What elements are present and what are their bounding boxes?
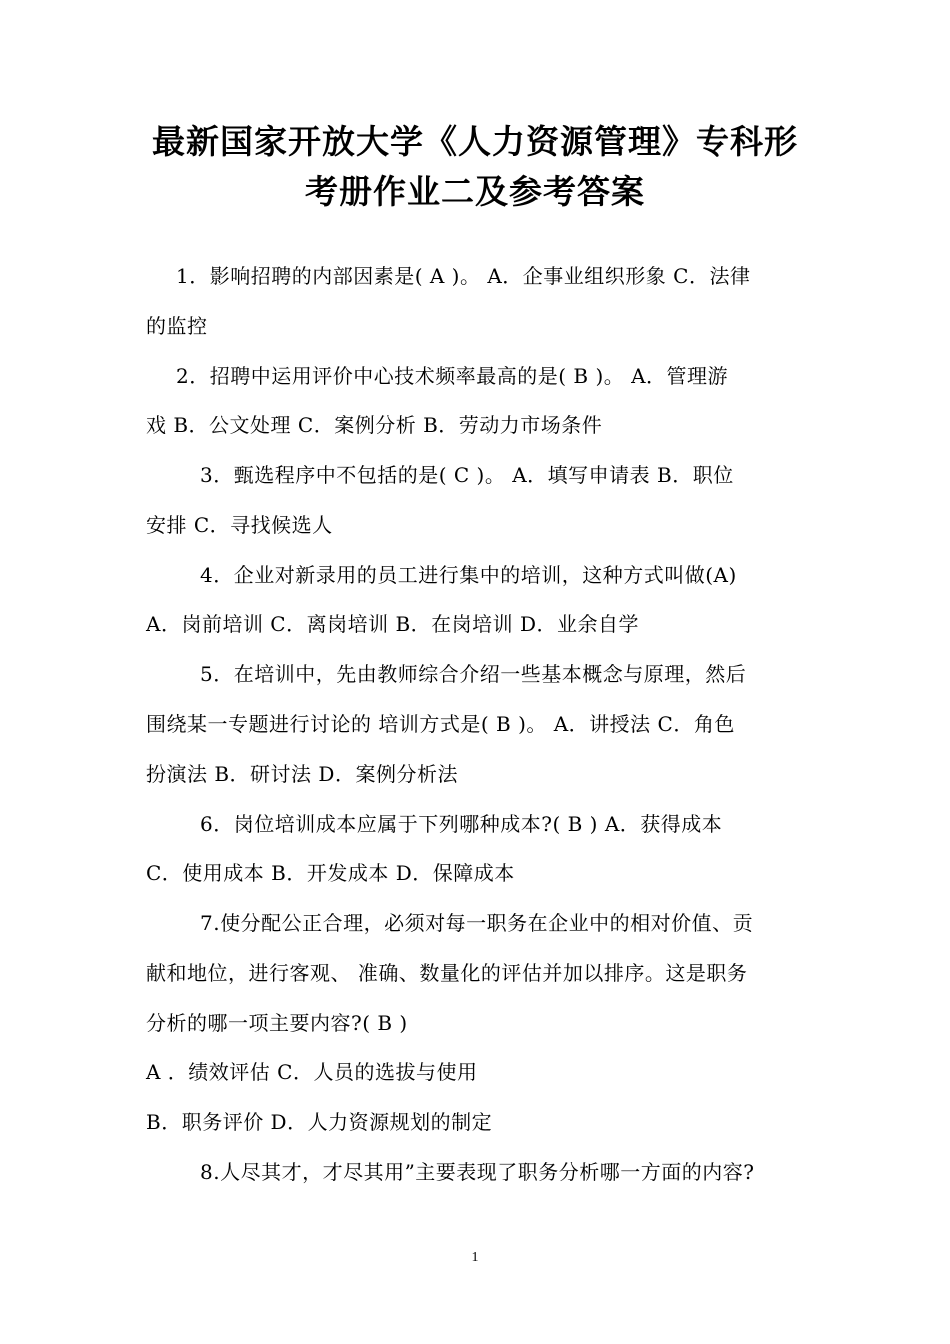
question-3-line-2: 安排 C．寻找候选人 xyxy=(146,513,333,537)
question-2-line-1: 2．招聘中运用评价中心技术频率最高的是( B )。 A．管理游 xyxy=(176,364,729,388)
question-6-line-2: C．使用成本 B．开发成本 D．保障成本 xyxy=(146,861,515,885)
question-2-line-2: 戏 B．公文处理 C．案例分析 B．劳动力市场条件 xyxy=(146,413,603,437)
page-number: 1 xyxy=(471,1250,479,1265)
question-1-line-1: 1．影响招聘的内部因素是( A )。 A．企事业组织形象 C．法律 xyxy=(176,264,751,288)
question-8-line-1: 8.人尽其才，才尽其用”主要表现了职务分析哪一方面的内容? xyxy=(200,1160,755,1184)
question-7-line-2: 献和地位，进行客观、 准确、数量化的评估并加以排序。这是职务 xyxy=(146,961,748,985)
question-1-line-2: 的监控 xyxy=(146,314,208,338)
question-5-line-3: 扮演法 B．研讨法 D．案例分析法 xyxy=(146,762,458,786)
question-5-line-2: 围绕某一专题进行讨论的 培训方式是( B )。 A．讲授法 C．角色 xyxy=(146,712,735,736)
question-7-options-2: B．职务评价 D．人力资源规划的制定 xyxy=(146,1110,493,1134)
question-4-line-1: 4．企业对新录用的员工进行集中的培训，这种方式叫做(A) xyxy=(200,563,737,587)
question-4-line-2: A．岗前培训 C．离岗培训 B．在岗培训 D．业余自学 xyxy=(146,612,640,636)
question-6-line-1: 6．岗位培训成本应属于下列哪种成本?( B ) A．获得成本 xyxy=(200,812,723,836)
question-7-line-3: 分析的哪一项主要内容?( B ) xyxy=(146,1011,408,1035)
question-5-line-1: 5．在培训中，先由教师综合介绍一些基本概念与原理，然后 xyxy=(200,662,747,686)
question-3-line-1: 3．甄选程序中不包括的是( C )。 A．填写申请表 B．职位 xyxy=(200,463,734,487)
question-7-options-1: A ．绩效评估 C．人员的选拔与使用 xyxy=(146,1060,478,1084)
document-title-line-2: 考册作业二及参考答案 xyxy=(305,172,645,211)
document-title-line-1: 最新国家开放大学《人力资源管理》专科形 xyxy=(152,122,798,161)
question-7-line-1: 7.使分配公正合理，必须对每一职务在企业中的相对价值、贡 xyxy=(200,911,754,935)
